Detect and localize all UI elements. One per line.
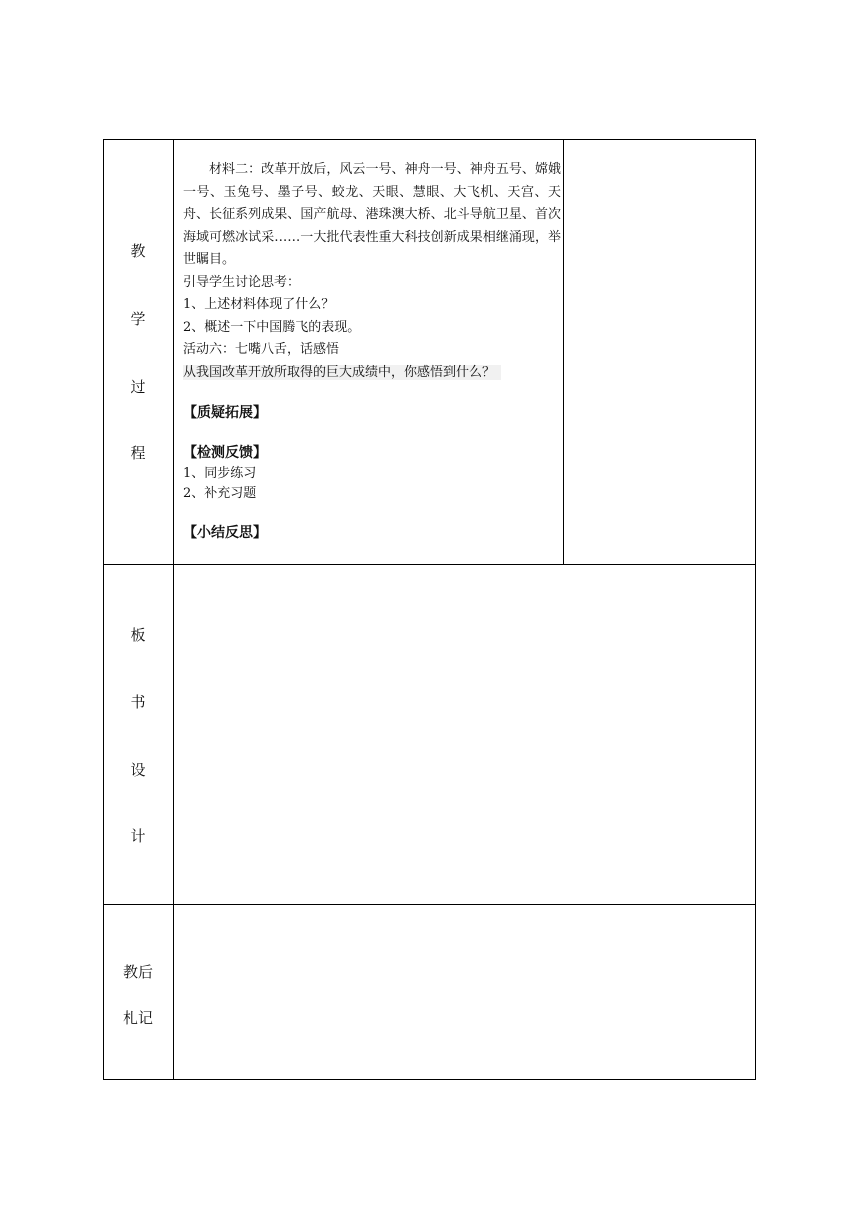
- check-item-1: 1、同步练习: [183, 466, 257, 481]
- table-border-right: [755, 139, 756, 1080]
- label-char: 学: [130, 310, 146, 328]
- process-content: [183, 159, 561, 544]
- label-line: 札记: [122, 1009, 153, 1027]
- lesson-plan-table: [103, 139, 756, 1080]
- material-paragraph: 材料二：改革开放后，风云一号、神舟一号、神舟五号、嫦娥一号、玉兔号、墨子号、蛟龙、天眼、慧眼、大飞机、天宫、天舟、长征系列成果、国产航母、港珠澳大桥、北斗导航卫星、首次海域可燃冰试采……一大批代表性重大科技创新成果相继涌现，举世瞩目。: [183, 162, 561, 267]
- heading-check: 【检测反馈】: [183, 445, 267, 461]
- question-2: 2、概述一下中国腾飞的表现。: [183, 319, 361, 335]
- label-char: 设: [130, 761, 146, 779]
- label-char: 书: [130, 693, 146, 711]
- guide-text: 引导学生讨论思考：: [183, 274, 301, 290]
- label-char: 教: [130, 242, 146, 260]
- table-border-left: [103, 139, 104, 1080]
- label-char: 计: [130, 827, 146, 845]
- heading-summary: 【小结反思】: [183, 525, 267, 541]
- check-item-2: 2、补充习题: [183, 486, 257, 501]
- question-1: 1、上述材料体现了什么？: [183, 297, 335, 312]
- table-border-bottom: [103, 1079, 756, 1080]
- activity-question: 从我国改革开放所取得的巨大成绩中，你感悟到什么？: [183, 365, 501, 380]
- row-divider-1: [103, 564, 756, 565]
- label-char: 程: [130, 444, 146, 462]
- label-char: 过: [130, 378, 146, 396]
- row-divider-2: [103, 904, 756, 905]
- label-line: 教后: [122, 963, 153, 981]
- table-border-top: [103, 139, 756, 140]
- label-char: 板: [130, 626, 146, 644]
- activity-title: 活动六：七嘴八舌，话感悟: [183, 342, 340, 357]
- heading-expand: 【质疑拓展】: [183, 405, 267, 421]
- notes-column-divider: [563, 139, 564, 564]
- label-column-divider: [173, 139, 174, 1080]
